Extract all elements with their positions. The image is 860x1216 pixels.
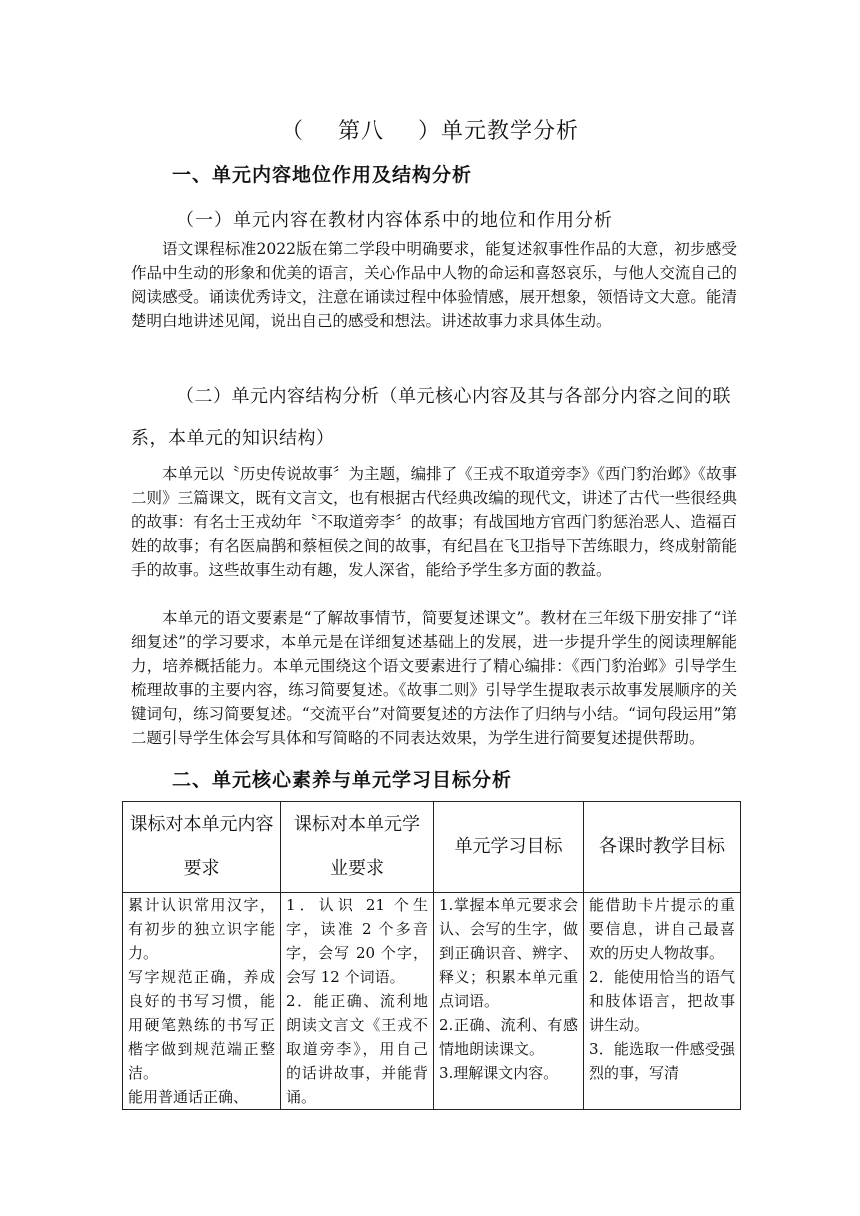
- table-cell: [281, 893, 434, 1110]
- cell-text: 1.掌握本单元要求会认、会写的生字，做到正确识音、辨字、释义；积累本单元重点词语。 2.正确、流利、有感情地朗读课文。 3.理解课文内容。: [439, 896, 578, 1082]
- objectives-table: [122, 801, 741, 1110]
- section1-sub1-heading: （一）单元内容在教材内容体系中的地位和作用分析: [176, 210, 613, 231]
- section1-heading: 一、单元内容地位作用及结构分析: [172, 164, 473, 186]
- title-unit-number: 第八: [337, 119, 384, 144]
- table-row: [123, 893, 741, 1110]
- page-title: [0, 114, 860, 145]
- table-cell: [123, 893, 281, 1110]
- section1-sub2-heading: （二）单元内容结构分析（单元核心内容及其与各部分内容之间的联系，本单元的知识结构）: [131, 386, 731, 449]
- title-rest: ）单元教学分析: [418, 119, 580, 144]
- table-header-cell: 课标对本单元内容要求: [123, 802, 281, 893]
- table-cell: [434, 893, 584, 1110]
- cell-text: 1．认识 21 个生字，读准 2 个多音字，会写 20 个字，会写 12 个词语。 2．能正确、流利地朗读文言文《王戎不取道旁李》，用自己的话讲故事，并能背诵。: [286, 896, 428, 1106]
- section2-heading: 二、单元核心素养与单元学习目标分析: [172, 769, 513, 791]
- table-header-cell: 各课时教学目标: [584, 802, 741, 893]
- title-open-paren: （: [280, 119, 304, 144]
- cell-text: 能借助卡片提示的重要信息，讲自己最喜欢的历史人物故事。 2．能使用恰当的语气和肢体语言，把故事讲生动。 3．能选取一件感受强烈的事，写清: [589, 896, 735, 1082]
- table-cell: [584, 893, 741, 1110]
- section1-sub2-paragraph2: 本单元的语文要素是“了解故事情节，简要复述课文”。教材在三年级下册安排了“详细复述”的学习要求，本单元是在详细复述基础上的发展，进一步提升学生的阅读理解能力，培养概括能力。本单元围绕这个语文要素进行了精心编排：《西门豹治邺》引导学生梳理故事的主要内容，练习简要复述。《故事二则》引导学生提取表示故事发展顺序的关键词句，练习简要复述。“交流平台”对简要复述的方法作了归纳与小结。“词句段运用”第二题引导学生体会写具体和写简略的不同表达效果，为学生进行简要复述提供帮助。: [131, 609, 737, 747]
- table-header-row: [123, 802, 741, 893]
- table-header-cell: 单元学习目标: [434, 802, 584, 893]
- cell-text: 累计认识常用汉字，有初步的独立识字能力。 写字规范正确，养成良好的书写习惯，能用硬笔熟练的书写正楷字做到规范端正整洁。 能用普通话正确、: [128, 896, 275, 1106]
- section1-sub2-paragraph1: 本单元以〝历史传说故事〞为主题，编排了《王戎不取道旁李》《西门豹治邺》《故事二则》三篇课文，既有文言文，也有根据古代经典改编的现代文，讲述了古代一些很经典的故事：有名士王戎幼年〝不取道旁李〞的故事；有战国地方官西门豹惩治恶人、造福百姓的故事；有名医扁鹊和蔡桓侯之间的故事，有纪昌在飞卫指导下苦练眼力，终成射箭能手的故事。这些故事生动有趣，发人深省，能给予学生多方面的教益。: [131, 465, 737, 579]
- table-header-cell: 课标对本单元学业要求: [281, 802, 434, 893]
- section1-sub1-paragraph: 语文课程标准2022版在第二学段中明确要求，能复述叙事性作品的大意，初步感受作品中生动的形象和优美的语言，关心作品中人物的命运和喜怒哀乐，与他人交流自己的阅读感受。诵读优秀诗文，注意在诵读过程中体验情感，展开想象，领悟诗文大意。能清楚明白地讲述见闻，说出自己的感受和想法。讲述故事力求具体生动。: [131, 240, 737, 330]
